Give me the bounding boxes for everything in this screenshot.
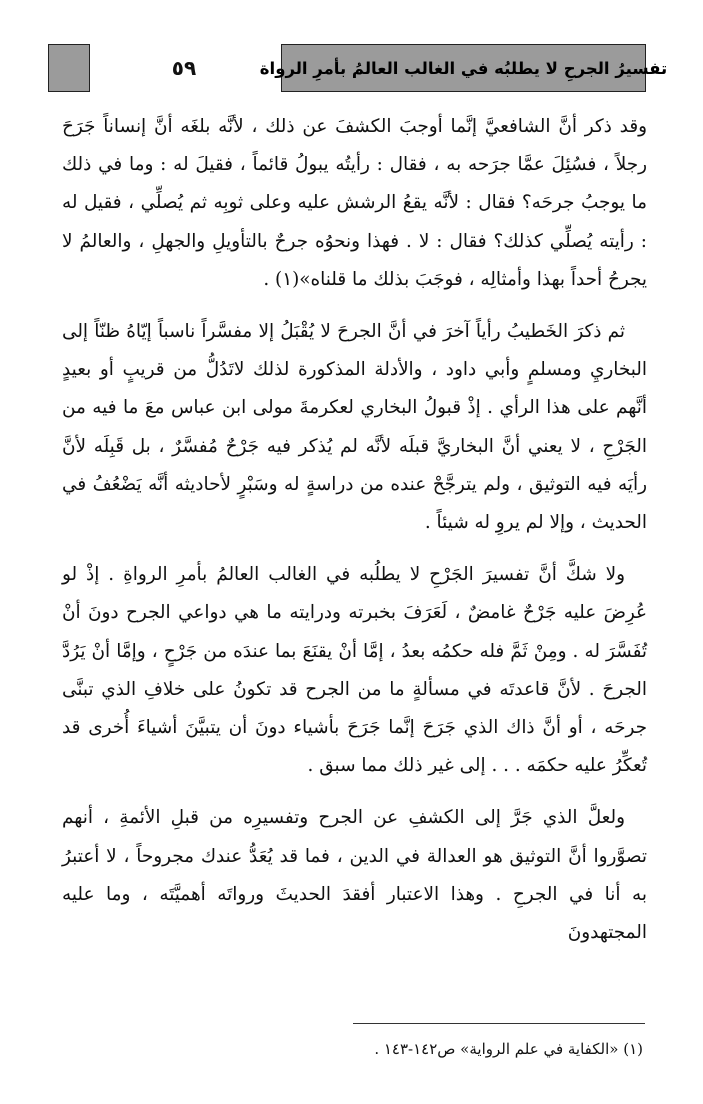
footnote: (١) «الكفاية في علم الرواية» ص١٤٢-١٤٣ . <box>374 1040 643 1058</box>
main-text <box>62 108 647 952</box>
paragraph-3: ولا شكَّ أنَّ تفسيرَ الجَرْحِ لا يطلُبه في الغالب العالمُ بأمرِ الرواةِ . إذْ لو عُرِضَ عليه جَرْحٌ غامضٌ ، لَعَرَفَ بخبرته ودرايته ما هي دواعي الجرح دونَ أنْ تُفَسَّرَ له . ومِنْ ثَمَّ فله حكمُه بعدُ ، إمَّا أنْ يقنَعَ بما عندَه من جَرْحٍ ، وإمَّا أنْ يَرُدَّ الجرحَ . لأنَّ قاعدتَه في مسألةٍ ما من الجرح قد تكونُ على خلافِ الذي تبنَّى جرحَه ، أو أنَّ ذاك الذي جَرَحَ إنَّما جَرَحَ بأشياء دونَ أن يتبيَّنَ أشياءَ أُخرى قد تُعكِّرُ عليه حكمَه . . . إلى غير ذلك مما سبق . <box>62 564 647 777</box>
footnote-separator <box>353 1023 645 1024</box>
paragraph-4: ولعلَّ الذي جَرَّ إلى الكشفِ عن الجرح وتفسيرِه من قبلِ الأئمةِ ، أنهم تصوَّروا أنَّ التوثيق هو العدالة في الدين ، فما قد يُعَدُّ عندك مجروحاً ، لا أعتبرُ به أنا في الجرحِ . وهذا الاعتبار أفقدَ الحديثَ ورواتَه أهميَّتَه ، وما عليه المجتهدونَ <box>62 807 647 944</box>
paragraph-1: وقد ذكر أنَّ الشافعيَّ إنَّما أوجبَ الكشفَ عن ذلك ، لأنَّه بلغَه أنَّ إنساناً جَرَحَ رجلاً ، فسُئِلَ عمَّا جرَحه به ، فقال : رأيتُه يبولُ قائماً ، فقيلَ له : وما في ذلك ما يوجبُ جرحَه؟ فقال : لأنَّه يقعُ الرشش عليه وعلى ثوبِه ثم يُصلِّي ، فقيل له : رأيته يُصلِّي كذلك؟ فقال : لا . فهذا ونحوُه جرحٌ بالتأويلِ والجهلِ ، والعالمُ لا يجرحُ أحداً بهذا وأمثالِه ، فوجَبَ بذلك ما قلناه»(١) . <box>62 116 647 290</box>
header-decor-bar <box>48 44 90 92</box>
running-header <box>48 44 668 92</box>
page-number: ٥٩ <box>171 56 197 80</box>
header-title-box <box>259 44 668 92</box>
paragraph-2: ثم ذكرَ الخَطيبُ رأياً آخرَ في أنَّ الجرحَ لا يُقْبَلُ إلا مفسَّراً ناسباً إيّاهُ ظنّاً إلى البخاريِ ومسلمٍ وأبي داود ، والأدلة المذكورة لذلك لاتَدُلُّ من قريبٍ أو بعيدٍ أنَّهم على هذا الرأي . إذْ قبولُ البخاري لعكرمةَ مولى ابن عباس معَ ما فيه من الجَرْحِ ، لا يعني أنَّ البخاريَّ قبلَه لأنَّه لم يُذكر فيه جَرْحٌ مُفسَّرٌ ، بل قَبِلَه لأنَّ رأيَه فيه التوثيق ، ولم يترجَّحْ عنده من دراسةٍ له وسَبْرٍ لأحاديثه أنَّه يَضْعُفُ في الحديث ، وإلا لم يروِ له شيئاً . <box>62 321 647 534</box>
running-title: تفسيرُ الجرحِ لا يطلبُه في الغالب العالمُ بأمرِ الرواة <box>259 58 668 78</box>
